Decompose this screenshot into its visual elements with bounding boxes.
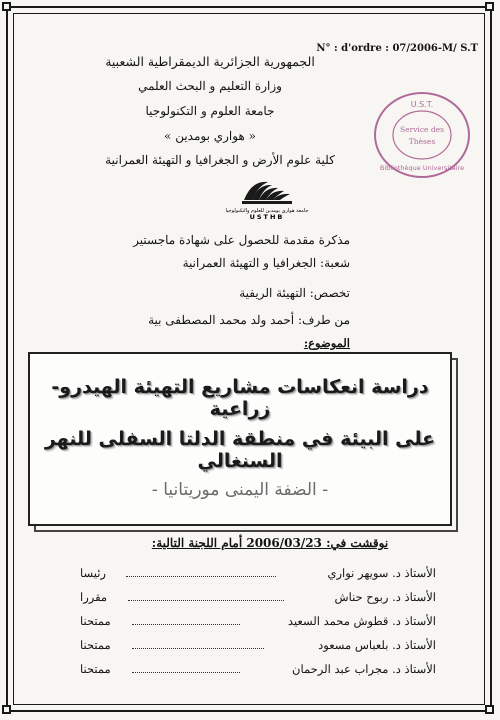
ministry-name: وزارة التعليم و البحث العلمي [138,79,282,93]
dotted-leader [132,624,240,625]
title-box [28,352,452,526]
defense-line: نوقشت في: 2006/03/23 أمام اللجنة التالية: [151,536,389,550]
jury-row [80,590,436,608]
logo-text: USTHB [249,213,285,221]
jury-member-name: الأستاذ د. مجراب عبد الرحمان [292,662,436,676]
jury-member-role: ممتحنا [80,638,111,652]
dotted-leader [126,576,276,577]
title-line-1: دراسة انعكاسات مشاريع التهيئة الهيدرو-زراعية [51,376,429,420]
dotted-leader [132,648,264,649]
frame-corner [485,705,494,714]
jury-row [80,662,436,680]
stamp-center-line: Service des [400,125,444,134]
jury-member-name: الأستاذ د. ربوح حناش [334,590,436,604]
jury-member-name: الأستاذ د. قطوش محمد السعيد [287,614,436,628]
university-nickname: « هواري بومدين » [164,129,256,143]
jury-member-role: ممتحنا [80,614,111,628]
dotted-leader [128,600,284,601]
dotted-leader [132,672,240,673]
frame-corner [485,2,494,11]
stamp-center-line: Thèses [408,137,436,146]
university-name: جامعة العلوم و التكنولوجيا [145,104,275,118]
stamp-bottom-text: Bibliothèque Universitaire [379,164,465,172]
jury-member-name: الأستاذ د. بلعباس مسعود [318,638,436,652]
jury-member-name: الأستاذ د. سويهر نواري [327,566,436,580]
thesis-specialty: تخصص: التهيئة الريفية [239,286,350,300]
university-logo [225,178,309,221]
stamp-top-text: U.S.T. [410,100,434,109]
logo-tagline: جامعة هواري بومدين للعلوم والتكنولوجيا [225,208,309,214]
thesis-author: من طرف: أحمد ولد محمد المصطفى بية [148,313,350,327]
jury-member-role: رئيسا [80,566,106,580]
thesis-field: شعبة: الجغرافيا و التهيئة العمرانية [182,256,350,270]
title-line-2: على البيئة في منطقة الدلتا السفلى للنهر السنغالي [44,428,436,472]
jury-member-role: مقررا [80,590,108,604]
jury-row [80,638,436,656]
frame-corner [2,705,11,714]
subject-label: الموضوع: [303,336,350,350]
republic-name: الجمهورية الجزائرية الديمقراطية الشعبية [105,54,315,69]
jury-row [80,566,436,584]
faculty-name: كلية علوم الأرض و الجغرافيا و التهيئة العمرانية [105,153,335,167]
frame-corner [2,2,11,11]
order-number: N° : d'ordre : 07/2006-M/ S.T [316,43,478,54]
thesis-type: مذكرة مقدمة للحصول على شهادة ماجستير [133,233,350,247]
title-line-3: - الضفة اليمنى موريتانيا - [151,480,329,500]
jury-row [80,614,436,632]
library-stamp [372,90,472,180]
jury-member-role: ممتحنا [80,662,111,676]
